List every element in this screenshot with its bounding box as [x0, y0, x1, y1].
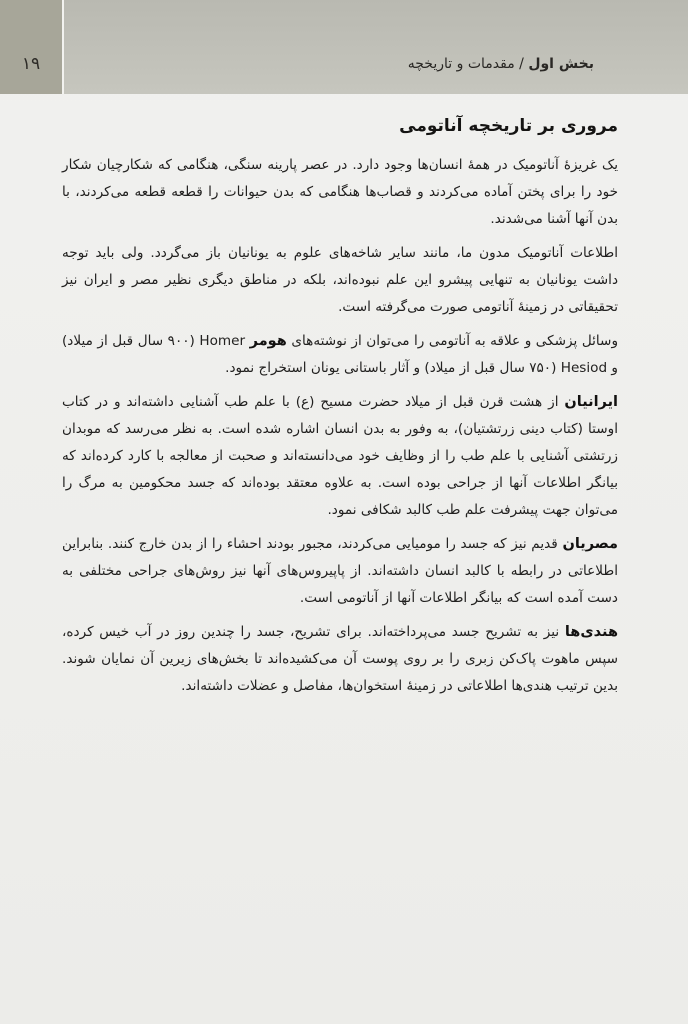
paragraph-homer-hesiod: [62, 328, 618, 382]
egyptians-heading: مصریان: [562, 536, 618, 552]
page-number-box: [0, 0, 64, 94]
paragraph-greeks: اطلاعات آناتومیک مدون ما، مانند سایر شاخه‌های علوم به یونانیان باز می‌گردد. ولی باید توجه داشت یونانیان به تنهایی پیشرو این علم نبوده‌اند، بلکه در مناطق دیگری نظیر مصر و ایران نیز تحقیقاتی در زمینهٔ آناتومی صورت می‌گرفته است.: [62, 245, 618, 315]
homer-latin-name: Homer: [199, 333, 246, 349]
iranians-text: از هشت قرن قبل از میلاد حضرت مسیح (ع) با علم طب آشنایی داشته‌اند و در کتاب اوستا (کتاب دینی زرتشتیان)، به وفور به بدن انسان اشاره شده است. به نظر می‌رسد که موبدان زرتشتی آشنایی با علم طب را از وظایف خود می‌دانسته‌اند و صحبت از معالجه با کارد کرده‌اند که بیانگر اطلاعات آنها از جراحی بوده است. به علاوه معتقد بوده‌اند که جسد محکومین به مرگ را می‌توان جهت پیشرفت علم طب کالبد شکافی نمود.: [62, 394, 618, 518]
homer-text-intro: وسائل پزشکی و علاقه به آناتومی را می‌توان از نوشته‌های: [286, 333, 619, 349]
paragraph-indians: [62, 619, 618, 700]
paragraph-anatomic-instinct: یک غریزهٔ آناتومیک در همهٔ انسان‌ها وجود دارد. در عصر پارینه سنگی، هنگامی که شکارچیان شکار خود را برای پختن آماده می‌کردند و قصاب‌ها هنگامی که بدن حیوانات را قطعه قطعه می‌کردند، با بدن آنها آشنا می‌شدند.: [62, 157, 618, 227]
homer-text-end: (۷۵۰ سال قبل از میلاد) و آثار باستانی یونان استخراج نمود.: [225, 360, 561, 376]
homer-name: هومر: [249, 333, 287, 349]
running-head-part: بخش اول: [528, 56, 594, 72]
indians-heading: هندی‌ها: [564, 624, 618, 640]
running-head-chapter: / مقدمات و تاریخچه: [407, 56, 529, 72]
paragraph-egyptians: [62, 531, 618, 612]
section-title: مروری بر تاریخچه آناتومی: [399, 116, 618, 136]
page-header-band: [0, 0, 688, 94]
paragraph-iranians: [62, 389, 618, 524]
page-number: ۱۹: [21, 54, 41, 74]
homer-text-middle: (۹۰۰ سال قبل از میلاد) و: [62, 333, 618, 376]
iranians-heading: ایرانیان: [564, 394, 618, 410]
running-head: [408, 56, 594, 72]
body-text: [62, 152, 618, 707]
egyptians-text: قدیم نیز که جسد را مومیایی می‌کردند، مجبور بودند احشاء را از بدن خارج کنند. بنابراین اطلاعاتی در رابطه با کالبد انسان داشته‌اند. از پاپیروس‌های آنها نیز روش‌های جراحی مختلفی به دست آمده است که بیانگر اطلاعات آنها از آناتومی است.: [62, 536, 618, 606]
indians-text: نیز به تشریح جسد می‌پرداخته‌اند. برای تشریح، جسد را چندین روز در آب خیس کرده، سپس ماهوت پاک‌کن زبری را بر روی پوست آن می‌کشیده‌اند تا بخش‌های زیرین آن نمایان شوند. بدین ترتیب هندی‌ها اطلاعاتی در زمینهٔ استخوان‌ها، مفاصل و عضلات داشته‌اند.: [62, 624, 618, 694]
hesiod-latin-name: Hesiod: [560, 360, 608, 376]
